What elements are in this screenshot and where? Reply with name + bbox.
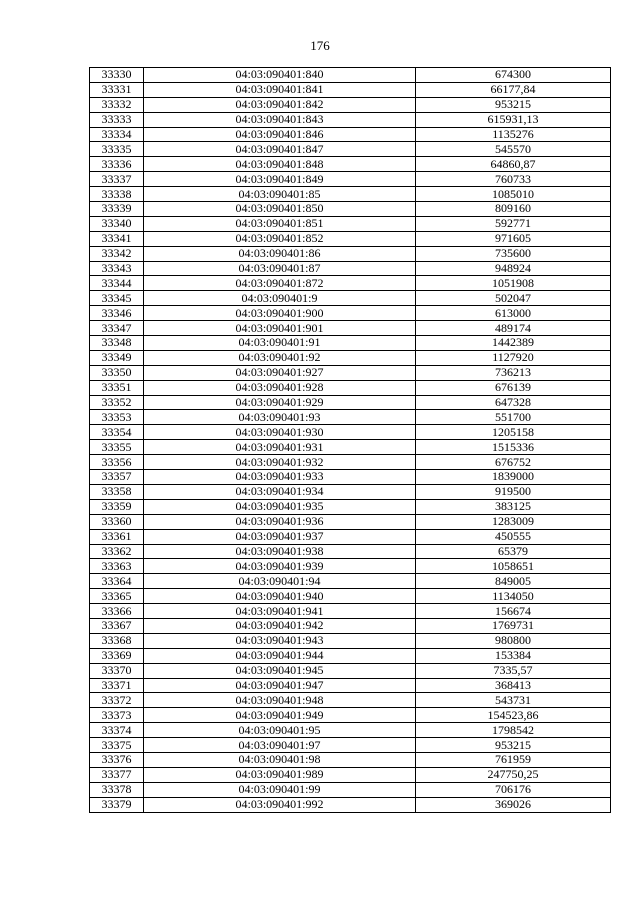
table-row [90, 142, 611, 157]
row-number-cell: 33331 [90, 82, 144, 97]
row-number-cell: 33355 [90, 440, 144, 455]
row-number-cell: 33335 [90, 142, 144, 157]
cadastral-value-cell: 1769731 [416, 618, 611, 633]
row-number-cell: 33377 [90, 767, 144, 782]
row-number-cell: 33366 [90, 604, 144, 619]
table-row [90, 559, 611, 574]
row-number-cell: 33367 [90, 618, 144, 633]
row-number-cell: 33378 [90, 782, 144, 797]
row-number-cell: 33362 [90, 544, 144, 559]
table-row [90, 440, 611, 455]
table-row [90, 663, 611, 678]
cadastral-number-cell: 04:03:090401:944 [144, 648, 416, 663]
cadastral-number-cell: 04:03:090401:97 [144, 738, 416, 753]
cadastral-number-cell: 04:03:090401:933 [144, 470, 416, 485]
cadastral-value-cell: 1058651 [416, 559, 611, 574]
cadastral-number-cell: 04:03:090401:929 [144, 395, 416, 410]
row-number-cell: 33376 [90, 752, 144, 767]
cadastral-value-cell: 502047 [416, 291, 611, 306]
cadastral-number-cell: 04:03:090401:928 [144, 380, 416, 395]
table-row [90, 470, 611, 485]
cadastral-value-cell: 592771 [416, 216, 611, 231]
table-row [90, 544, 611, 559]
row-number-cell: 33342 [90, 246, 144, 261]
table-row [90, 231, 611, 246]
table-row [90, 693, 611, 708]
row-number-cell: 33363 [90, 559, 144, 574]
row-number-cell: 33340 [90, 216, 144, 231]
cadastral-value-cell: 1442389 [416, 336, 611, 351]
row-number-cell: 33330 [90, 68, 144, 83]
table-row [90, 425, 611, 440]
row-number-cell: 33371 [90, 678, 144, 693]
table-row [90, 767, 611, 782]
table-row [90, 633, 611, 648]
cadastral-value-cell: 7335,57 [416, 663, 611, 678]
table-row [90, 187, 611, 202]
cadastral-number-cell: 04:03:090401:937 [144, 529, 416, 544]
table-row [90, 752, 611, 767]
cadastral-number-cell: 04:03:090401:942 [144, 618, 416, 633]
cadastral-number-cell: 04:03:090401:842 [144, 97, 416, 112]
cadastral-value-cell: 1283009 [416, 514, 611, 529]
cadastral-value-cell: 948924 [416, 261, 611, 276]
cadastral-value-cell: 1515336 [416, 440, 611, 455]
table-row [90, 395, 611, 410]
table-row [90, 127, 611, 142]
cadastral-value-cell: 760733 [416, 172, 611, 187]
cadastral-number-cell: 04:03:090401:841 [144, 82, 416, 97]
cadastral-number-cell: 04:03:090401:850 [144, 202, 416, 217]
cadastral-value-cell: 543731 [416, 693, 611, 708]
cadastral-value-cell: 65379 [416, 544, 611, 559]
cadastral-number-cell: 04:03:090401:927 [144, 365, 416, 380]
cadastral-value-cell: 736213 [416, 365, 611, 380]
row-number-cell: 33346 [90, 306, 144, 321]
cadastral-number-cell: 04:03:090401:87 [144, 261, 416, 276]
cadastral-value-cell: 489174 [416, 321, 611, 336]
row-number-cell: 33353 [90, 410, 144, 425]
cadastral-value-cell: 1839000 [416, 470, 611, 485]
table-row [90, 514, 611, 529]
cadastral-number-cell: 04:03:090401:900 [144, 306, 416, 321]
table-row [90, 350, 611, 365]
cadastral-value-cell: 1798542 [416, 723, 611, 738]
table-row [90, 276, 611, 291]
cadastral-number-cell: 04:03:090401:848 [144, 157, 416, 172]
cadastral-value-cell: 368413 [416, 678, 611, 693]
row-number-cell: 33344 [90, 276, 144, 291]
table-row [90, 455, 611, 470]
cadastral-number-cell: 04:03:090401:901 [144, 321, 416, 336]
cadastral-number-cell: 04:03:090401:93 [144, 410, 416, 425]
cadastral-value-cell: 706176 [416, 782, 611, 797]
row-number-cell: 33343 [90, 261, 144, 276]
table-row [90, 306, 611, 321]
cadastral-number-cell: 04:03:090401:843 [144, 112, 416, 127]
row-number-cell: 33364 [90, 574, 144, 589]
cadastral-number-cell: 04:03:090401:872 [144, 276, 416, 291]
table-row [90, 365, 611, 380]
row-number-cell: 33336 [90, 157, 144, 172]
cadastral-value-cell: 1135276 [416, 127, 611, 142]
table-row [90, 782, 611, 797]
table-row [90, 529, 611, 544]
cadastral-number-cell: 04:03:090401:939 [144, 559, 416, 574]
cadastral-value-cell: 809160 [416, 202, 611, 217]
cadastral-number-cell: 04:03:090401:992 [144, 797, 416, 812]
row-number-cell: 33347 [90, 321, 144, 336]
table-row [90, 678, 611, 693]
cadastral-value-cell: 849005 [416, 574, 611, 589]
table-row [90, 261, 611, 276]
cadastral-number-cell: 04:03:090401:91 [144, 336, 416, 351]
row-number-cell: 33368 [90, 633, 144, 648]
table-row [90, 112, 611, 127]
row-number-cell: 33356 [90, 455, 144, 470]
table-row [90, 202, 611, 217]
table-row [90, 723, 611, 738]
row-number-cell: 33351 [90, 380, 144, 395]
cadastral-value-cell: 1134050 [416, 589, 611, 604]
cadastral-number-cell: 04:03:090401:840 [144, 68, 416, 83]
row-number-cell: 33372 [90, 693, 144, 708]
cadastral-value-cell: 647328 [416, 395, 611, 410]
table-row [90, 216, 611, 231]
row-number-cell: 33339 [90, 202, 144, 217]
row-number-cell: 33350 [90, 365, 144, 380]
table-row [90, 574, 611, 589]
table-row [90, 82, 611, 97]
row-number-cell: 33360 [90, 514, 144, 529]
page-number: 176 [310, 38, 330, 53]
table-row [90, 246, 611, 261]
row-number-cell: 33349 [90, 350, 144, 365]
row-number-cell: 33338 [90, 187, 144, 202]
cadastral-value-cell: 615931,13 [416, 112, 611, 127]
cadastral-value-cell: 1051908 [416, 276, 611, 291]
table-row [90, 68, 611, 83]
row-number-cell: 33369 [90, 648, 144, 663]
cadastral-number-cell: 04:03:090401:86 [144, 246, 416, 261]
cadastral-number-cell: 04:03:090401:847 [144, 142, 416, 157]
cadastral-value-cell: 154523,86 [416, 708, 611, 723]
table-row [90, 484, 611, 499]
cadastral-number-cell: 04:03:090401:98 [144, 752, 416, 767]
cadastral-value-cell: 953215 [416, 97, 611, 112]
row-number-cell: 33341 [90, 231, 144, 246]
table-body [90, 68, 611, 813]
cadastral-number-cell: 04:03:090401:94 [144, 574, 416, 589]
cadastral-value-cell: 735600 [416, 246, 611, 261]
cadastral-number-cell: 04:03:090401:941 [144, 604, 416, 619]
cadastral-value-cell: 674300 [416, 68, 611, 83]
cadastral-number-cell: 04:03:090401:989 [144, 767, 416, 782]
table-row [90, 97, 611, 112]
table-row [90, 157, 611, 172]
row-number-cell: 33345 [90, 291, 144, 306]
cadastral-value-cell: 64860,87 [416, 157, 611, 172]
cadastral-value-cell: 450555 [416, 529, 611, 544]
cadastral-number-cell: 04:03:090401:935 [144, 499, 416, 514]
cadastral-number-cell: 04:03:090401:9 [144, 291, 416, 306]
cadastral-value-cell: 156674 [416, 604, 611, 619]
cadastral-number-cell: 04:03:090401:938 [144, 544, 416, 559]
cadastral-number-cell: 04:03:090401:930 [144, 425, 416, 440]
table-row [90, 589, 611, 604]
cadastral-value-cell: 247750,25 [416, 767, 611, 782]
cadastral-value-cell: 953215 [416, 738, 611, 753]
table-row [90, 336, 611, 351]
cadastral-number-cell: 04:03:090401:851 [144, 216, 416, 231]
table-row [90, 738, 611, 753]
row-number-cell: 33348 [90, 336, 144, 351]
cadastral-number-cell: 04:03:090401:936 [144, 514, 416, 529]
row-number-cell: 33359 [90, 499, 144, 514]
row-number-cell: 33370 [90, 663, 144, 678]
row-number-cell: 33354 [90, 425, 144, 440]
table-row [90, 797, 611, 812]
cadastral-number-cell: 04:03:090401:99 [144, 782, 416, 797]
row-number-cell: 33375 [90, 738, 144, 753]
table-row [90, 618, 611, 633]
cadastral-value-table [89, 67, 611, 813]
cadastral-value-cell: 980800 [416, 633, 611, 648]
row-number-cell: 33373 [90, 708, 144, 723]
cadastral-number-cell: 04:03:090401:931 [144, 440, 416, 455]
cadastral-number-cell: 04:03:090401:95 [144, 723, 416, 738]
row-number-cell: 33361 [90, 529, 144, 544]
cadastral-value-cell: 383125 [416, 499, 611, 514]
table-row [90, 708, 611, 723]
cadastral-value-cell: 761959 [416, 752, 611, 767]
row-number-cell: 33357 [90, 470, 144, 485]
row-number-cell: 33334 [90, 127, 144, 142]
cadastral-number-cell: 04:03:090401:943 [144, 633, 416, 648]
row-number-cell: 33352 [90, 395, 144, 410]
row-number-cell: 33358 [90, 484, 144, 499]
cadastral-number-cell: 04:03:090401:85 [144, 187, 416, 202]
row-number-cell: 33337 [90, 172, 144, 187]
cadastral-value-cell: 613000 [416, 306, 611, 321]
cadastral-number-cell: 04:03:090401:949 [144, 708, 416, 723]
cadastral-value-cell: 676139 [416, 380, 611, 395]
cadastral-value-cell: 545570 [416, 142, 611, 157]
cadastral-value-cell: 1205158 [416, 425, 611, 440]
cadastral-number-cell: 04:03:090401:940 [144, 589, 416, 604]
cadastral-value-cell: 1127920 [416, 350, 611, 365]
cadastral-value-cell: 369026 [416, 797, 611, 812]
cadastral-value-cell: 971605 [416, 231, 611, 246]
cadastral-value-cell: 551700 [416, 410, 611, 425]
row-number-cell: 33333 [90, 112, 144, 127]
cadastral-value-cell: 676752 [416, 455, 611, 470]
cadastral-value-cell: 153384 [416, 648, 611, 663]
table-row [90, 321, 611, 336]
row-number-cell: 33374 [90, 723, 144, 738]
table-row [90, 380, 611, 395]
table-row [90, 291, 611, 306]
table-row [90, 499, 611, 514]
row-number-cell: 33365 [90, 589, 144, 604]
row-number-cell: 33332 [90, 97, 144, 112]
cadastral-number-cell: 04:03:090401:947 [144, 678, 416, 693]
cadastral-value-cell: 66177,84 [416, 82, 611, 97]
cadastral-number-cell: 04:03:090401:852 [144, 231, 416, 246]
table-row [90, 604, 611, 619]
cadastral-number-cell: 04:03:090401:932 [144, 455, 416, 470]
cadastral-number-cell: 04:03:090401:948 [144, 693, 416, 708]
cadastral-number-cell: 04:03:090401:92 [144, 350, 416, 365]
cadastral-number-cell: 04:03:090401:934 [144, 484, 416, 499]
row-number-cell: 33379 [90, 797, 144, 812]
cadastral-number-cell: 04:03:090401:846 [144, 127, 416, 142]
cadastral-value-cell: 919500 [416, 484, 611, 499]
cadastral-number-cell: 04:03:090401:849 [144, 172, 416, 187]
cadastral-number-cell: 04:03:090401:945 [144, 663, 416, 678]
table-row [90, 410, 611, 425]
table-row [90, 172, 611, 187]
table-row [90, 648, 611, 663]
cadastral-value-cell: 1085010 [416, 187, 611, 202]
